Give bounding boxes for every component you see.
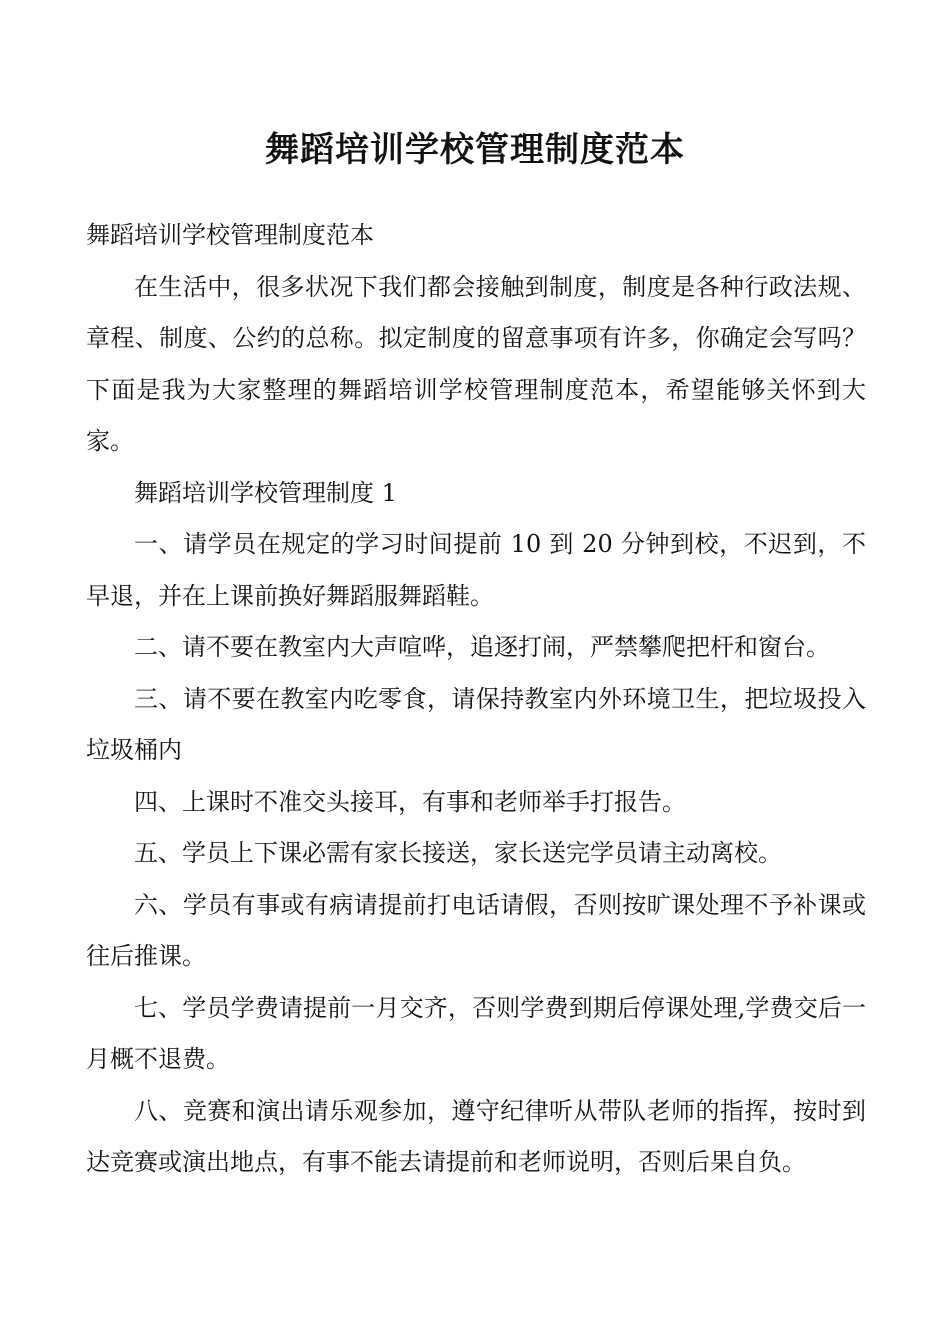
rule-item-2: 二、请不要在教室内大声喧哗，追逐打闹，严禁攀爬把杆和窗台。	[134, 633, 830, 661]
rule-item-1: 一、请学员在规定的学习时间提前 10 到 20 分钟到校，不迟到，不早退，并在上课前换好舞蹈服舞蹈鞋。	[86, 530, 866, 610]
section-heading: 舞蹈培训学校管理制度 1	[134, 478, 397, 507]
rule-item-6: 六、学员有事或有病请提前打电话请假，否则按旷课处理不予补课或往后推课。	[86, 890, 866, 970]
intro-paragraph: 在生活中，很多状况下我们都会接触到制度，制度是各种行政法规、章程、制度、公约的总称。拟定制度的留意事项有许多，你确定会写吗？下面是我为大家整理的舞蹈培训学校管理制度范本，希望能够关怀到大家。	[86, 272, 866, 455]
document-subtitle: 舞蹈培训学校管理制度范本	[86, 221, 374, 249]
rule-item-3: 三、请不要在教室内吃零食，请保持教室内外环境卫生，把垃圾投入垃圾桶内	[86, 684, 866, 764]
document-body	[86, 210, 866, 1189]
rule-item-4: 四、上课时不准交头接耳，有事和老师举手打报告。	[134, 787, 686, 816]
rule-item-7: 七、学员学费请提前一月交齐，否则学费到期后停课处理,学费交后一月概不退费。	[86, 993, 866, 1073]
rule-item-5: 五、学员上下课必需有家长接送，家长送完学员请主动离校。	[134, 839, 782, 867]
rule-item-8: 八、竞赛和演出请乐观参加，遵守纪律听从带队老师的指挥，按时到达竞赛或演出地点，有事不能去请提前和老师说明，否则后果自负。	[86, 1096, 866, 1176]
document-title: 舞蹈培训学校管理制度范本	[265, 130, 685, 170]
